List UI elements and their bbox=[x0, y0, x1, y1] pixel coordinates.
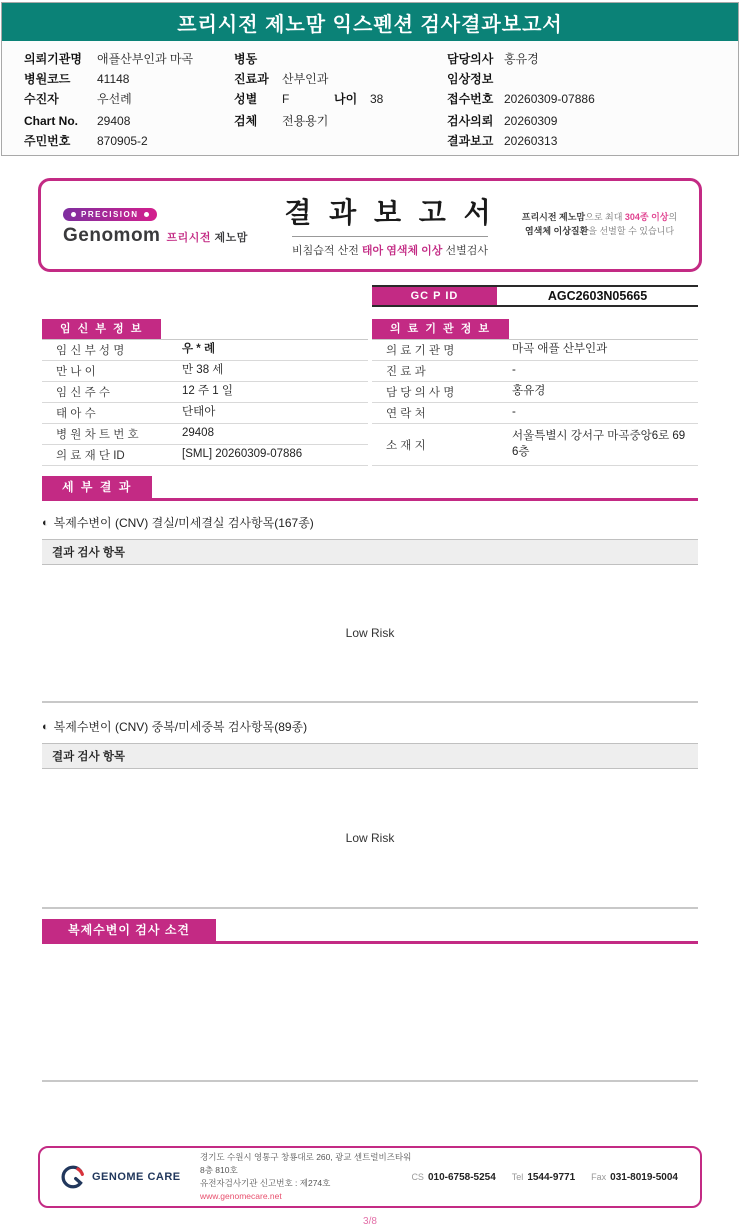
section-divider bbox=[42, 701, 698, 703]
gcpid-row bbox=[372, 285, 698, 307]
report-brand-card bbox=[38, 178, 702, 272]
genomecare-mark-icon bbox=[60, 1164, 86, 1190]
detail-results-header bbox=[42, 476, 698, 501]
genomom-logo bbox=[41, 204, 266, 247]
pregnant-info-title: 임 신 부 정 보 bbox=[42, 319, 161, 339]
section-divider bbox=[42, 1080, 698, 1082]
footer-contacts bbox=[411, 1172, 700, 1183]
cnv-deletion-heading: ◐ 복제수변이 (CNV) 결실/미세결실 검사항목(167종) bbox=[42, 516, 314, 530]
patient-info-table bbox=[2, 41, 738, 155]
cnv-duplication-heading: ◐ 복제수변이 (CNV) 중복/미세중복 검사항목(89종) bbox=[42, 720, 308, 734]
gcpid-value: AGC2603N05665 bbox=[547, 289, 648, 303]
detail-results-title: 세 부 결 과 bbox=[42, 476, 152, 498]
footer-address bbox=[200, 1151, 411, 1204]
field-value: 전용용기 bbox=[282, 114, 329, 128]
field-label: 검사의뢰 bbox=[447, 114, 494, 128]
section-divider bbox=[42, 907, 698, 909]
field-value: F bbox=[282, 92, 290, 106]
field-label: 주민번호 bbox=[24, 134, 71, 148]
field-value: 우선례 bbox=[97, 92, 132, 106]
table-row: 의 료 기 관 명 마곡 애플 산부인과 bbox=[372, 340, 698, 361]
field-value: 홍유경 bbox=[504, 52, 539, 66]
field-value: 29408 bbox=[97, 114, 131, 128]
clinic-info-table bbox=[372, 319, 698, 466]
field-value: 산부인과 bbox=[282, 72, 329, 86]
dot-icon bbox=[71, 212, 76, 217]
page-title: 프리시전 제노맘 익스펜션 검사결과보고서 bbox=[2, 3, 738, 41]
field-label: 진료과 bbox=[234, 72, 269, 86]
report-header-box bbox=[1, 2, 739, 156]
field-label: 검체 bbox=[234, 114, 258, 128]
table-row: 소 재 지 서울특별시 강서구 마곡중앙6로 69 6층 bbox=[372, 424, 698, 466]
table-row: 담 당 의 사 명 홍유경 bbox=[372, 382, 698, 403]
cnv-findings-title: 복제수변이 검사 소견 bbox=[42, 919, 216, 941]
page-number: 3/8 bbox=[363, 1216, 377, 1227]
field-value: 20260309 bbox=[504, 114, 558, 128]
field-label: 나이 bbox=[334, 92, 358, 106]
field-value: 20260309-07886 bbox=[504, 92, 595, 106]
table-row: 태 아 수 단태아 bbox=[42, 403, 368, 424]
table-row: 연 락 처 - bbox=[372, 403, 698, 424]
genomom-wordmark: Genomom bbox=[63, 224, 161, 246]
table-row: 의 료 재 단 ID [SML] 20260309-07886 bbox=[42, 445, 368, 466]
field-value: 38 bbox=[370, 92, 384, 106]
gcpid-label: GC P ID bbox=[372, 287, 497, 305]
field-label: 접수번호 bbox=[447, 92, 494, 106]
address-line2: 유전자검사기관 신고번호 : 제274호 bbox=[200, 1178, 331, 1188]
field-value: 20260313 bbox=[504, 134, 558, 148]
brand-kr-dark: 제노맘 bbox=[214, 231, 248, 244]
half-circle-bullet-icon: ◐ bbox=[42, 516, 49, 529]
field-value: 애플산부인과 마곡 bbox=[97, 52, 194, 66]
table-row: 진 료 과 - bbox=[372, 361, 698, 382]
field-label: 성별 bbox=[234, 92, 258, 106]
patient-info-col1 bbox=[24, 50, 234, 148]
result-items-bar: 결과 검사 항목 bbox=[42, 539, 698, 565]
genomecare-logo bbox=[40, 1164, 200, 1190]
clinic-info-title: 의 료 기 관 정 보 bbox=[372, 319, 509, 339]
field-label: 병원코드 bbox=[24, 72, 71, 86]
genomecare-logo-text: GENOME CARE bbox=[92, 1171, 181, 1183]
brand-kr-pink: 프리시전 bbox=[166, 231, 211, 244]
result-items-bar: 결과 검사 항목 bbox=[42, 743, 698, 769]
cs-contact: CS 010-6758-5254 bbox=[411, 1171, 496, 1183]
field-label: 병동 bbox=[234, 52, 258, 66]
field-value: 870905-2 bbox=[97, 134, 148, 148]
address-line1: 경기도 수원시 영통구 창룡대로 260, 광교 센트럴비즈타워 8층 810호 bbox=[200, 1151, 412, 1175]
cnv-findings-header bbox=[42, 919, 698, 944]
field-value: 41148 bbox=[97, 72, 130, 86]
pregnant-info-table bbox=[42, 319, 368, 466]
field-label: 수진자 bbox=[24, 92, 59, 106]
table-row: 임 신 부 성 명 우 * 례 bbox=[42, 340, 368, 361]
cnv-duplication-result: Low Risk bbox=[345, 831, 395, 845]
fax-contact: Fax 031-8019-5004 bbox=[591, 1171, 678, 1183]
footer-card bbox=[38, 1146, 702, 1208]
report-title-block bbox=[266, 191, 514, 259]
patient-info-col3 bbox=[447, 50, 728, 148]
precision-label: PRECISION bbox=[81, 209, 139, 219]
field-label: 임상정보 bbox=[447, 72, 494, 86]
half-circle-bullet-icon: ◐ bbox=[42, 720, 49, 733]
table-row: 병 원 차 트 번 호 29408 bbox=[42, 424, 368, 445]
table-row: 임 신 주 수 12 주 1 일 bbox=[42, 382, 368, 403]
tel-contact: Tel 1544-9771 bbox=[511, 1171, 576, 1183]
patient-info-col2 bbox=[234, 50, 447, 145]
field-label: 결과보고 bbox=[447, 134, 494, 148]
field-label: Chart No. bbox=[24, 114, 78, 128]
website-link[interactable]: www.genomecare.net bbox=[200, 1191, 282, 1202]
cnv-deletion-result: Low Risk bbox=[345, 626, 395, 640]
field-label: 담당의사 bbox=[447, 52, 494, 66]
report-title: 결 과 보 고 서 bbox=[284, 197, 496, 228]
field-label: 의뢰기관명 bbox=[24, 52, 82, 66]
report-subtitle: 비침습적 산전 태아 염색체 이상 선별검사 bbox=[292, 236, 488, 258]
brand-blurb: 프리시전 제노맘으로 최대 304종 이상의 염색체 이상질환을 선별할 수 있습니다 bbox=[521, 212, 678, 236]
precision-badge bbox=[63, 208, 157, 221]
cnv-findings-area bbox=[0, 944, 740, 1080]
dot-icon bbox=[144, 212, 149, 217]
table-row: 만 나 이 만 38 세 bbox=[42, 361, 368, 382]
